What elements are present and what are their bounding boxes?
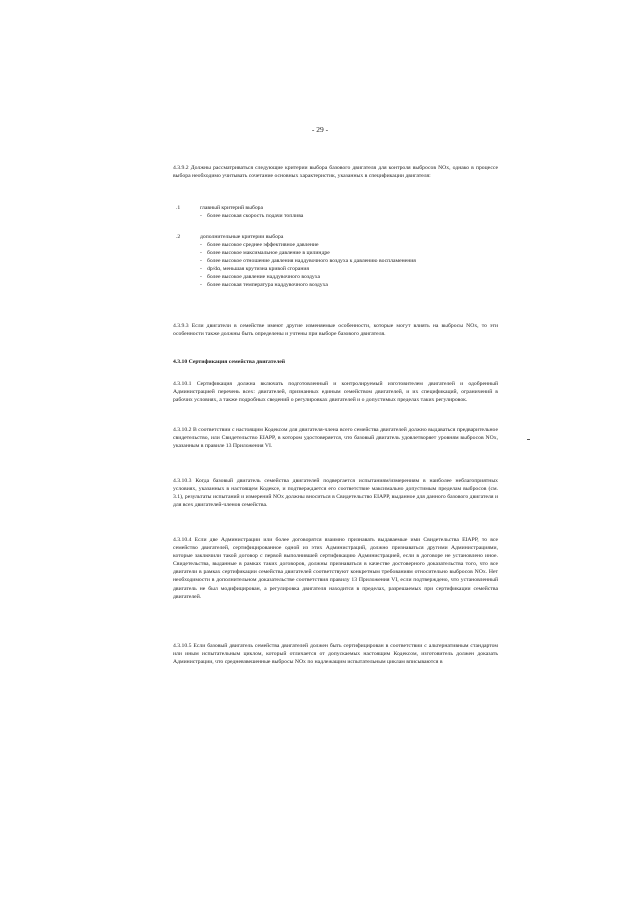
list-item: - более высокое отношение давления наддувочного воздуха к давлению воспламенения <box>200 258 416 265</box>
paragraph-4-3-10-4: 4.3.10.4 Если две Администрации или более договорятся взаимно признавать выдаваемые ими Свидетельства EIAPP, то все семейство двигателей, сертифицированное одной из этих Администраций, должно признаваться другими Администрациями, которые заключили такой договор с первой выполнившей сертификацию Администрацией, если в договоре не установлено иное. Свидетельства, выданные в рамках таких договоров, должны признаваться в качестве достоверного доказательства того, что все двигатели в рамках сертификации семейства двигателей соответствуют конкретным требованиям относительно выбросов NOx. Нет необходимости в дополнительном доказательстве соответствия правилу 13 Приложения VI, если подтверждено, что установленный двигатель не был модифицирован, а регулировка двигателя находится в пределах, разрешаемых при сертификации семейства двигателей. <box>173 537 498 600</box>
paragraph-4-3-10-1: 4.3.10.1 Сертификация должна включать подготовленный и контролируемый изготовителем двигателей и одобренный Администрацией перечень всех: двигателей, признанных единым семейством двигателей, и их спецификаций, ограничений в рабочих условиях, а также подробных сведений о регулировках двигателей и о допустимых пределах таких регулировок. <box>173 381 498 404</box>
list-item: - более высокое максимальное давление в цилиндре <box>200 250 330 257</box>
paragraph-4-3-10-3: 4.3.10.3 Когда базовый двигатель семейства двигателей подвергается испытаниям/измерениям в наиболее неблагоприятных условиях, указанных в настоящем Кодексе, и подтверждается его соответствие максимально допустимым пределам выбросов (см. 3.1), результаты испытаний и измерений NOx должны вноситься в Свидетельство EIAPP, выданное для данного базового двигателя и для всех двигателей-членов семейства. <box>173 478 498 509</box>
list-item: - более высокая температура наддувочного воздуха <box>200 282 328 289</box>
list1-items <box>200 212 498 220</box>
paragraph-4-3-10-2: 4.3.10.2 В соответствии с настоящим Кодексом для двигателя-члена всего семейства двигателей должно выдаваться предварительное свидетельство, или Свидетельство EIAPP, в котором удостоверяется, что базовый двигатель удовлетворяет уровням выбросов NOx, указанным в правиле 13 Приложения VI. <box>173 427 498 450</box>
list-item: - более высокое среднее эффективное давление <box>200 242 319 248</box>
list2-items <box>200 241 498 290</box>
enum-number-1: .1 <box>176 205 181 211</box>
page-number: - 29 - <box>311 125 329 134</box>
list-item: - более высокая скорость подачи топлива <box>200 213 304 219</box>
paragraph-4-3-9-2: 4.3.9.2 Должны рассматриваться следующие критерии выбора базового двигателя для контроля выбросов NOx, однако в процессе выбора необходимо учитывать сочетание основных характеристик, указанных в спецификации двигателя: <box>173 165 498 180</box>
list1-label: главный критерий выбора <box>200 205 264 211</box>
enum-number-2: .2 <box>176 234 181 240</box>
section-heading: 4.3.10 Сертификация семейства двигателей <box>173 359 286 365</box>
list-item: - dp/dα, меньшая крутизна кривой сгорания <box>200 266 310 273</box>
paragraph-4-3-9-3: 4.3.9.3 Если двигатели в семействе имеют другие изменяемые особенности, которые могут влиять на выбросы NOx, то эти особенности также должны быть определены и учтены при выборе базового двигателя. <box>173 323 498 338</box>
margin-mark <box>527 439 530 440</box>
list-item: - более высокое давление наддувочного воздуха <box>200 274 321 281</box>
list2-label: дополнительные критерии выбора <box>200 234 284 240</box>
paragraph-4-3-10-5: 4.3.10.5 Если базовый двигатель семейства двигателей должен быть сертифицирован в соответствии с альтернативным стандартом или иным испытательным циклом, который отличается от допускаемых настоящим Кодексом, изготовитель должен доказать Администрации, что средневзвешенные выбросы NOx по надлежащим испытательным циклам вписываются в <box>173 643 498 666</box>
